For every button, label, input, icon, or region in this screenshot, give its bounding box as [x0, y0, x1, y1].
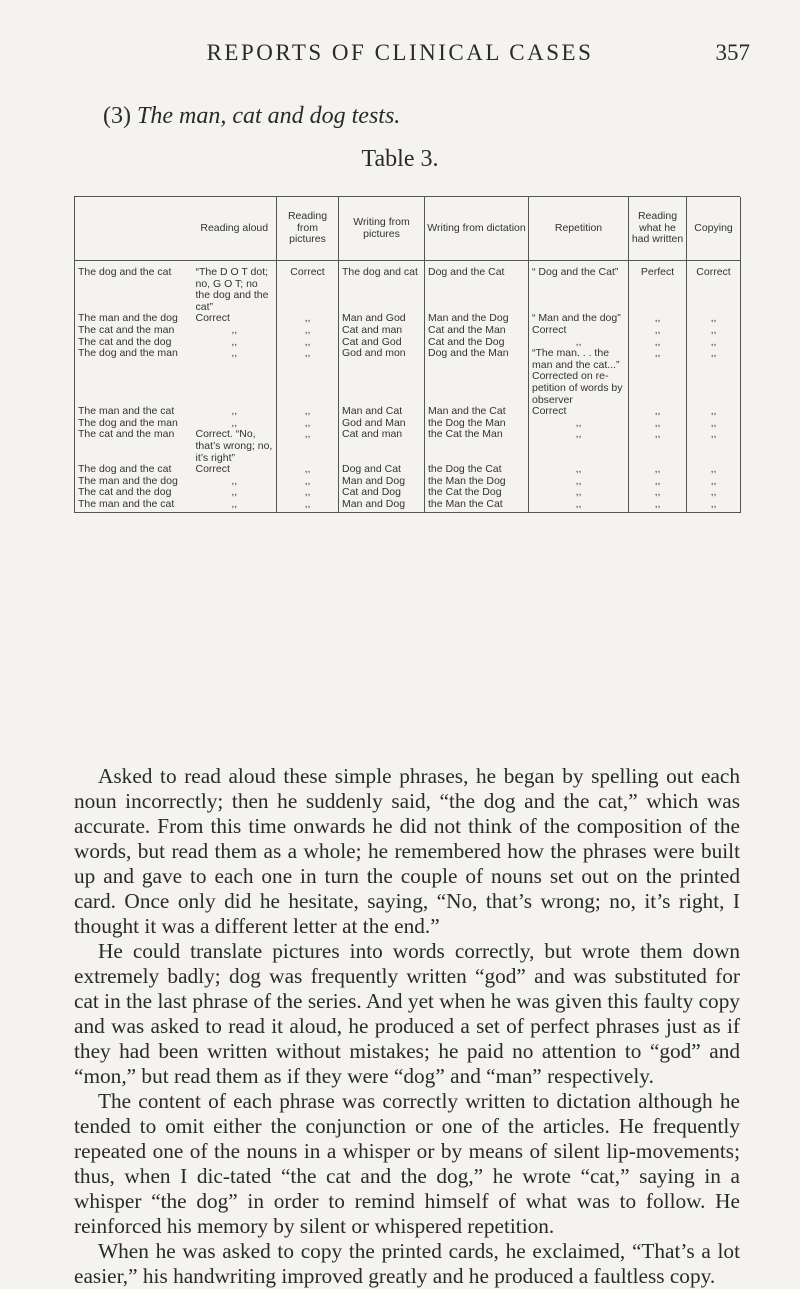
table-cell: ,, [231, 405, 238, 418]
running-head: REPORTS OF CLINICAL CASES [206, 40, 594, 65]
paragraph: He could translate pictures into words correctly, but wrote them down extremely badly; dog was frequently written “god” and was substituted for cat in the last phrase of the series. And yet when he was given this faulty copy and was asked to read it aloud, he produced a set of perfect phrases just as if they had been written without mistakes; he paid no attention to “god” and “mon,” but read them as if they were “dog” and “man” respectively. [74, 939, 740, 1088]
column-header: Reading what he had written [629, 197, 687, 261]
table-cell: ,, [277, 464, 339, 476]
paragraph: When he was asked to copy the printed cards, he exclaimed, “That’s a lot easier,” his handwriting improved greatly and he produced a faultless copy. [74, 1239, 740, 1288]
table-cell: ,, [629, 476, 687, 488]
table-cell: ,, [529, 429, 629, 464]
table-row [75, 406, 741, 418]
section-number: (3) [103, 103, 131, 129]
table-cell: ,, [529, 337, 629, 349]
table-cell: ,, [629, 313, 687, 325]
table-cell: ,, [629, 429, 687, 464]
row-label: The man and the cat [75, 499, 193, 513]
table-cell: ,, [231, 474, 238, 487]
table-cell: ,, [687, 418, 741, 430]
table-cell: God and Man [339, 418, 425, 430]
table-cell: the Dog the Cat [425, 464, 529, 476]
table-cell: the Dog the Man [425, 418, 529, 430]
table-cell: ,, [193, 499, 277, 513]
body-text [74, 764, 740, 1289]
table-row [75, 487, 741, 499]
table-cell: Cat and the Man [425, 325, 529, 337]
table-cell: Cat and God [339, 337, 425, 349]
table-cell: The dog and cat [339, 261, 425, 314]
table-cell: Man and Dog [339, 499, 425, 513]
column-header: Writing from dictation [425, 197, 529, 261]
table-cell: “ Dog and the Cat” [529, 261, 629, 314]
table-cell: ,, [629, 337, 687, 349]
table-cell: ,, [687, 429, 741, 464]
table-cell: ,, [629, 406, 687, 418]
table-header-row [75, 197, 741, 261]
table-cell: ,, [277, 429, 339, 464]
row-label: The man and the dog [75, 313, 193, 325]
row-label: The cat and the dog [75, 337, 193, 349]
table-cell: Man and God [339, 313, 425, 325]
paragraph: The content of each phrase was correctly written to dictation although he tended to omit either the conjunction or one of the articles. He frequently repeated one of the nouns in a whisper or by means of silent lip-movements; thus, when I dic-tated “the cat and the dog,” he wrote “cat,” saying in a whisper “the dog” in order to remind himself of what was to follow. He reinforced his memory by silent or whispered repetition. [74, 1089, 740, 1238]
table-cell: ,, [687, 476, 741, 488]
table-cell: ,, [529, 476, 629, 488]
table-row [75, 464, 741, 476]
row-label: The cat and the man [75, 429, 193, 464]
table-cell: ,, [231, 335, 238, 348]
table-cell: ,, [687, 487, 741, 499]
table-cell: ,, [231, 486, 238, 499]
table-cell: ,, [231, 347, 238, 360]
table-cell: the Cat the Dog [425, 487, 529, 499]
table-cell: Perfect [629, 261, 687, 314]
table-cell: ,, [687, 499, 741, 513]
table-cell: ,, [529, 487, 629, 499]
table-cell: Correct. “No, that’s wrong; no, it’s right” [195, 428, 273, 464]
results-table [74, 197, 741, 513]
table-row [75, 476, 741, 488]
column-header: Reading aloud [193, 197, 277, 261]
table-cell: ,, [277, 325, 339, 337]
table-cell: ,, [629, 464, 687, 476]
table-row [75, 499, 741, 513]
table-cell: Dog and the Cat [425, 261, 529, 314]
row-label: The dog and the man [75, 348, 193, 406]
table-row [75, 348, 741, 406]
table-cell: Correct [195, 463, 230, 476]
table-cell: Cat and man [339, 325, 425, 337]
table-cell: ,, [277, 348, 339, 406]
table-cell: ,, [687, 337, 741, 349]
table-cell: ,, [629, 348, 687, 406]
column-header: Copying [687, 197, 741, 261]
table-cell: the Man the Cat [425, 499, 529, 513]
row-label: The cat and the dog [75, 487, 193, 499]
table-cell: the Cat the Man [425, 429, 529, 464]
table-cell: ,, [629, 418, 687, 430]
row-label: The cat and the man [75, 325, 193, 337]
table-cell: the Man the Dog [425, 476, 529, 488]
table-cell: Cat and the Dog [425, 337, 529, 349]
row-label: The dog and the cat [75, 261, 193, 314]
table-cell: Man and the Cat [425, 406, 529, 418]
table-row [75, 418, 741, 430]
table-cell: Dog and Cat [339, 464, 425, 476]
row-label: The man and the dog [75, 476, 193, 488]
paragraph: Asked to read aloud these simple phrases, he began by spelling out each noun incorrectly; then he suddenly said, “the dog and the cat,” which was accurate. From this time onwards he did not think of the composition of the words, but read them as a whole; he remembered how the phrases were built up and gave to each one in turn the couple of nouns set out on the printed card. Once only did he hesitate, saying, “No, that’s wrong; no, it’s right, I thought it was a different letter at the end.” [74, 764, 740, 938]
table-cell: Man and Dog [339, 476, 425, 488]
table-cell: Man and Cat [339, 406, 425, 418]
table-cell: ,, [529, 418, 629, 430]
table-cell: Correct [687, 261, 741, 314]
header-blank [75, 197, 193, 261]
section-title [103, 103, 400, 130]
table-cell: ,, [277, 499, 339, 513]
table-row [75, 261, 741, 314]
table-row [75, 313, 741, 325]
table-cell: ,, [629, 325, 687, 337]
table-cell: “The D O T dot; no, G O T; no the dog and the cat” [195, 266, 269, 313]
table-cell: ,, [687, 313, 741, 325]
table-cell: ,, [277, 476, 339, 488]
table-cell: Dog and the Man [425, 348, 529, 406]
table-cell: ,, [629, 499, 687, 513]
table-title: Table 3. [361, 146, 439, 172]
table-cell: ,, [231, 323, 238, 336]
table-cell: ,, [529, 464, 629, 476]
table-cell: ,, [277, 487, 339, 499]
section-title-text: The man, cat and dog tests. [136, 103, 401, 129]
row-label: The dog and the cat [75, 464, 193, 476]
table-cell: ,, [687, 406, 741, 418]
table-cell: ,, [277, 313, 339, 325]
table-row [75, 429, 741, 464]
table-cell: ,, [687, 464, 741, 476]
table-cell: Correct [529, 406, 629, 418]
column-header: Writing from pictures [339, 197, 425, 261]
table-cell: ,, [277, 418, 339, 430]
table-cell: ,, [687, 325, 741, 337]
table-cell: Correct [277, 261, 339, 314]
row-label: The dog and the man [75, 418, 193, 430]
table-cell: ,, [687, 348, 741, 406]
table-cell: “ Man and the dog” [529, 313, 629, 325]
table-cell: “The man. . . the man and the cat...” Corrected on re-petition of words by observer [529, 348, 629, 406]
table-cell: God and mon [339, 348, 425, 406]
table-cell: Correct [529, 325, 629, 337]
table-cell: ,, [277, 337, 339, 349]
table-row [75, 325, 741, 337]
page-number: 357 [715, 40, 750, 65]
table-cell: ,, [277, 406, 339, 418]
row-label: The man and the cat [75, 406, 193, 418]
table-cell: Cat and man [339, 429, 425, 464]
table-cell: ,, [529, 499, 629, 513]
column-header: Repetition [529, 197, 629, 261]
table-cell: Correct [195, 312, 230, 325]
table-cell: Man and the Dog [425, 313, 529, 325]
column-header: Reading from pictures [277, 197, 339, 261]
table-cell: Cat and Dog [339, 487, 425, 499]
table-cell: ,, [629, 487, 687, 499]
table-cell: ,, [231, 416, 238, 429]
